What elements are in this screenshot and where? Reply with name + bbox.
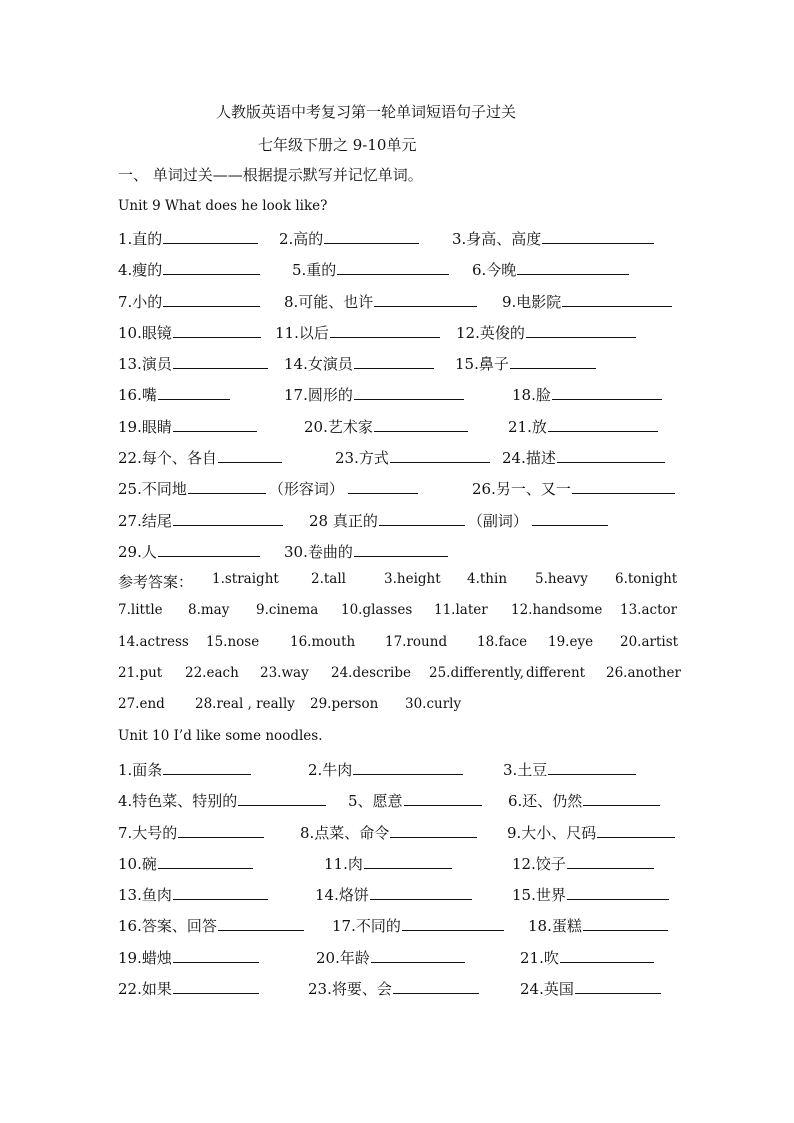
answer-blank[interactable] [526, 322, 636, 338]
answer-blank[interactable] [218, 447, 282, 463]
answer-blank[interactable] [567, 853, 654, 869]
answer-item: 16.mouth [290, 633, 356, 650]
exercise-row [118, 790, 678, 821]
exercise-item: 20.年龄 [316, 947, 465, 968]
exercise-item: 20.艺术家 [304, 416, 468, 437]
answer-blank[interactable] [575, 978, 661, 994]
exercise-item: 25.不同地 （形容词） [118, 478, 418, 499]
exercise-item: 13.鱼肉 [118, 884, 268, 905]
exercise-row [118, 384, 678, 415]
answer-item: 3.height [384, 571, 441, 587]
answer-blank[interactable] [158, 541, 260, 557]
answer-blank[interactable] [583, 790, 660, 806]
item-note: （形容词） [268, 480, 344, 499]
reference-answers [118, 571, 681, 727]
exercise-item: 3.身高、高度 [452, 228, 654, 249]
exercise-row [118, 884, 678, 915]
answer-blank[interactable] [370, 884, 472, 900]
answer-blank[interactable] [238, 790, 326, 806]
exercise-row [118, 978, 678, 1009]
page-title: 人教版英语中考复习第一轮单词短语句子过关 [216, 103, 517, 121]
exercise-row [118, 291, 678, 322]
answer-blank[interactable] [532, 510, 608, 526]
answer-row [118, 571, 678, 602]
unit10-heading: Unit 10 I’d like some noodles. [118, 728, 323, 744]
exercise-item: 14.烙饼 [315, 884, 472, 905]
answer-blank[interactable] [173, 510, 283, 526]
answer-blank[interactable] [353, 759, 463, 775]
answer-item: 15.nose [206, 633, 260, 650]
answer-item: 10.glasses [341, 602, 413, 619]
answer-blank[interactable] [158, 853, 253, 869]
answer-blank[interactable] [583, 915, 668, 931]
answer-blank[interactable] [557, 447, 665, 463]
exercise-item: 11.以后 [275, 322, 440, 343]
exercise-item: 24.英国 [520, 978, 661, 999]
answer-blank[interactable] [324, 228, 419, 244]
exercise-item: 23.将要、会 [308, 978, 479, 999]
answer-blank[interactable] [567, 884, 669, 900]
exercise-item: 29.人 [118, 541, 260, 562]
answer-blank[interactable] [173, 947, 259, 963]
answer-blank[interactable] [330, 322, 440, 338]
answer-row [118, 664, 681, 696]
answer-item: different [526, 664, 586, 681]
answer-item: 11.later [434, 602, 488, 619]
exercise-item: 22.如果 [118, 978, 259, 999]
answer-item: 21.put [118, 664, 163, 681]
answer-item: 27.end [118, 696, 165, 713]
answer-blank[interactable] [510, 353, 596, 369]
answer-row [118, 602, 678, 633]
answer-blank[interactable] [404, 790, 482, 806]
answer-blank[interactable] [163, 228, 258, 244]
exercise-item: 28 真正的 （副词） [309, 510, 608, 531]
exercise-item: 10.碗 [118, 853, 253, 874]
answer-row [118, 696, 678, 727]
exercise-item: 18.蛋糕 [528, 915, 668, 936]
unit9-exercise-grid [118, 228, 678, 572]
item-note: （副词） [467, 511, 528, 530]
answer-blank[interactable] [371, 947, 465, 963]
answer-blank[interactable] [379, 510, 465, 526]
answer-blank[interactable] [173, 978, 259, 994]
answer-blank[interactable] [548, 759, 636, 775]
exercise-row [118, 947, 678, 978]
exercise-item: 7.小的 [118, 291, 260, 312]
exercise-item: 17.圆形的 [284, 384, 464, 405]
exercise-item: 1.直的 [118, 228, 258, 249]
section-heading: 一、 单词过关——根据提示默写并记忆单词。 [118, 166, 423, 184]
answer-blank[interactable] [173, 416, 257, 432]
answer-item: 17.round [385, 633, 448, 650]
answer-blank[interactable] [188, 478, 266, 494]
exercise-item: 7.大号的 [118, 822, 264, 843]
answer-blank[interactable] [173, 353, 268, 369]
answer-blank[interactable] [542, 228, 654, 244]
answer-blank[interactable] [163, 259, 260, 275]
exercise-row [118, 228, 678, 259]
answer-item: 13.actor [620, 602, 678, 619]
answer-blank[interactable] [337, 259, 449, 275]
answer-blank[interactable] [364, 853, 452, 869]
exercise-item: 6.还、仍然 [508, 790, 660, 811]
exercise-item: 8.可能、也许 [284, 291, 477, 312]
answer-blank[interactable] [597, 822, 675, 838]
exercise-item: 26.另一、又一 [472, 478, 675, 499]
answer-blank[interactable] [354, 353, 434, 369]
exercise-row [118, 541, 678, 572]
answer-item: 26.another [606, 664, 681, 681]
exercise-item: 5、愿意 [348, 790, 482, 811]
answer-blank[interactable] [163, 759, 251, 775]
exercise-row [118, 447, 678, 478]
exercise-row [118, 259, 678, 290]
answer-blank[interactable] [163, 291, 260, 307]
answer-blank[interactable] [354, 384, 464, 400]
answer-item: 8.may [188, 602, 230, 619]
exercise-item: 21.吹 [520, 947, 654, 968]
exercise-item: 12.英俊的 [456, 322, 636, 343]
answer-blank[interactable] [390, 447, 490, 463]
answer-item: 9.cinema [256, 602, 319, 619]
page-subtitle: 七年级下册之 9-10单元 [258, 136, 417, 154]
exercise-item: 15.世界 [512, 884, 669, 905]
answer-item: 19.eye [548, 633, 594, 650]
answer-blank[interactable] [393, 978, 479, 994]
answer-blank[interactable] [218, 915, 304, 931]
answer-blank[interactable] [348, 478, 418, 494]
exercise-item: 27.结尾 [118, 510, 283, 531]
answer-blank[interactable] [374, 416, 468, 432]
answer-item: 5.heavy [535, 571, 588, 587]
answer-blank[interactable] [173, 884, 268, 900]
exercise-item: 10.眼镜 [118, 322, 261, 343]
exercise-item: 22.每个、各自 [118, 447, 282, 468]
exercise-item: 3.土豆 [503, 759, 636, 780]
answer-item: 6.tonight [615, 571, 678, 587]
answer-blank[interactable] [374, 291, 477, 307]
exercise-item: 6.今晚 [472, 259, 629, 280]
answer-item: 25.differently, [429, 664, 525, 681]
exercise-item: 15.鼻子 [455, 353, 596, 374]
exercise-item: 5.重的 [292, 259, 449, 280]
answer-blank[interactable] [158, 384, 230, 400]
exercise-item: 11.肉 [324, 853, 452, 874]
exercise-item: 24.描述 [502, 447, 665, 468]
answer-blank[interactable] [560, 947, 654, 963]
answer-blank[interactable] [354, 541, 448, 557]
answer-blank[interactable] [562, 291, 672, 307]
answer-item: 14.actress [118, 633, 189, 650]
answer-blank[interactable] [173, 322, 261, 338]
answer-item: 20.artist [620, 633, 679, 650]
answer-blank[interactable] [572, 478, 675, 494]
answer-blank[interactable] [548, 416, 658, 432]
exercise-row [118, 322, 678, 353]
answer-item: 1.straight [212, 571, 279, 587]
answer-blank[interactable] [552, 384, 662, 400]
exercise-item: 30.卷曲的 [284, 541, 448, 562]
exercise-item: 18.脸 [512, 384, 662, 405]
answer-row [118, 634, 678, 665]
exercise-item: 21.放 [508, 416, 658, 437]
exercise-row [118, 822, 678, 853]
answer-item: 7.little [118, 602, 163, 619]
exercise-item: 17.不同的 [332, 915, 504, 936]
answer-item: 22.each [185, 664, 239, 681]
exercise-row [118, 478, 678, 509]
unit9-heading: Unit 9 What does he look like? [118, 198, 328, 214]
exercise-item: 9.电影院 [502, 291, 672, 312]
exercise-item: 1.面条 [118, 759, 251, 780]
exercise-row [118, 416, 678, 447]
exercise-item: 13.演员 [118, 353, 268, 374]
answer-item: 4.thin [467, 571, 508, 587]
answer-item: 30.curly [405, 696, 462, 713]
answers-label: 参考答案： [118, 573, 194, 591]
answer-blank[interactable] [402, 915, 504, 931]
exercise-item: 19.蜡烛 [118, 947, 259, 968]
exercise-item: 4.特色菜、特别的 [118, 790, 326, 811]
exercise-row [118, 915, 678, 946]
exercise-item: 16.嘴 [118, 384, 230, 405]
exercise-item: 4.瘦的 [118, 259, 260, 280]
answer-blank[interactable] [390, 822, 477, 838]
exercise-item: 14.女演员 [284, 353, 434, 374]
answer-item: 29.person [310, 696, 379, 713]
answer-item: 28.real , really [195, 696, 295, 713]
exercise-row [118, 510, 678, 541]
exercise-row [118, 353, 678, 384]
answer-item: 18.face [477, 633, 528, 650]
exercise-item: 19.眼睛 [118, 416, 257, 437]
exercise-item: 2.牛肉 [308, 759, 463, 780]
answer-item: 12.handsome [511, 602, 603, 619]
exercise-item: 23.方式 [335, 447, 490, 468]
exercise-item: 9.大小、尺码 [507, 822, 675, 843]
answer-blank[interactable] [517, 259, 629, 275]
answer-item: 2.tall [311, 571, 346, 587]
exercise-item: 16.答案、回答 [118, 915, 304, 936]
exercise-row [118, 759, 678, 790]
exercise-item: 8.点菜、命令 [300, 822, 477, 843]
answer-item: 23.way [260, 664, 309, 681]
exercise-row [118, 853, 678, 884]
exercise-item: 2.高的 [279, 228, 419, 249]
exercise-item: 12.饺子 [512, 853, 654, 874]
answer-blank[interactable] [178, 822, 264, 838]
answer-item: 24.describe [331, 664, 411, 681]
unit10-exercise-grid [118, 759, 678, 1009]
